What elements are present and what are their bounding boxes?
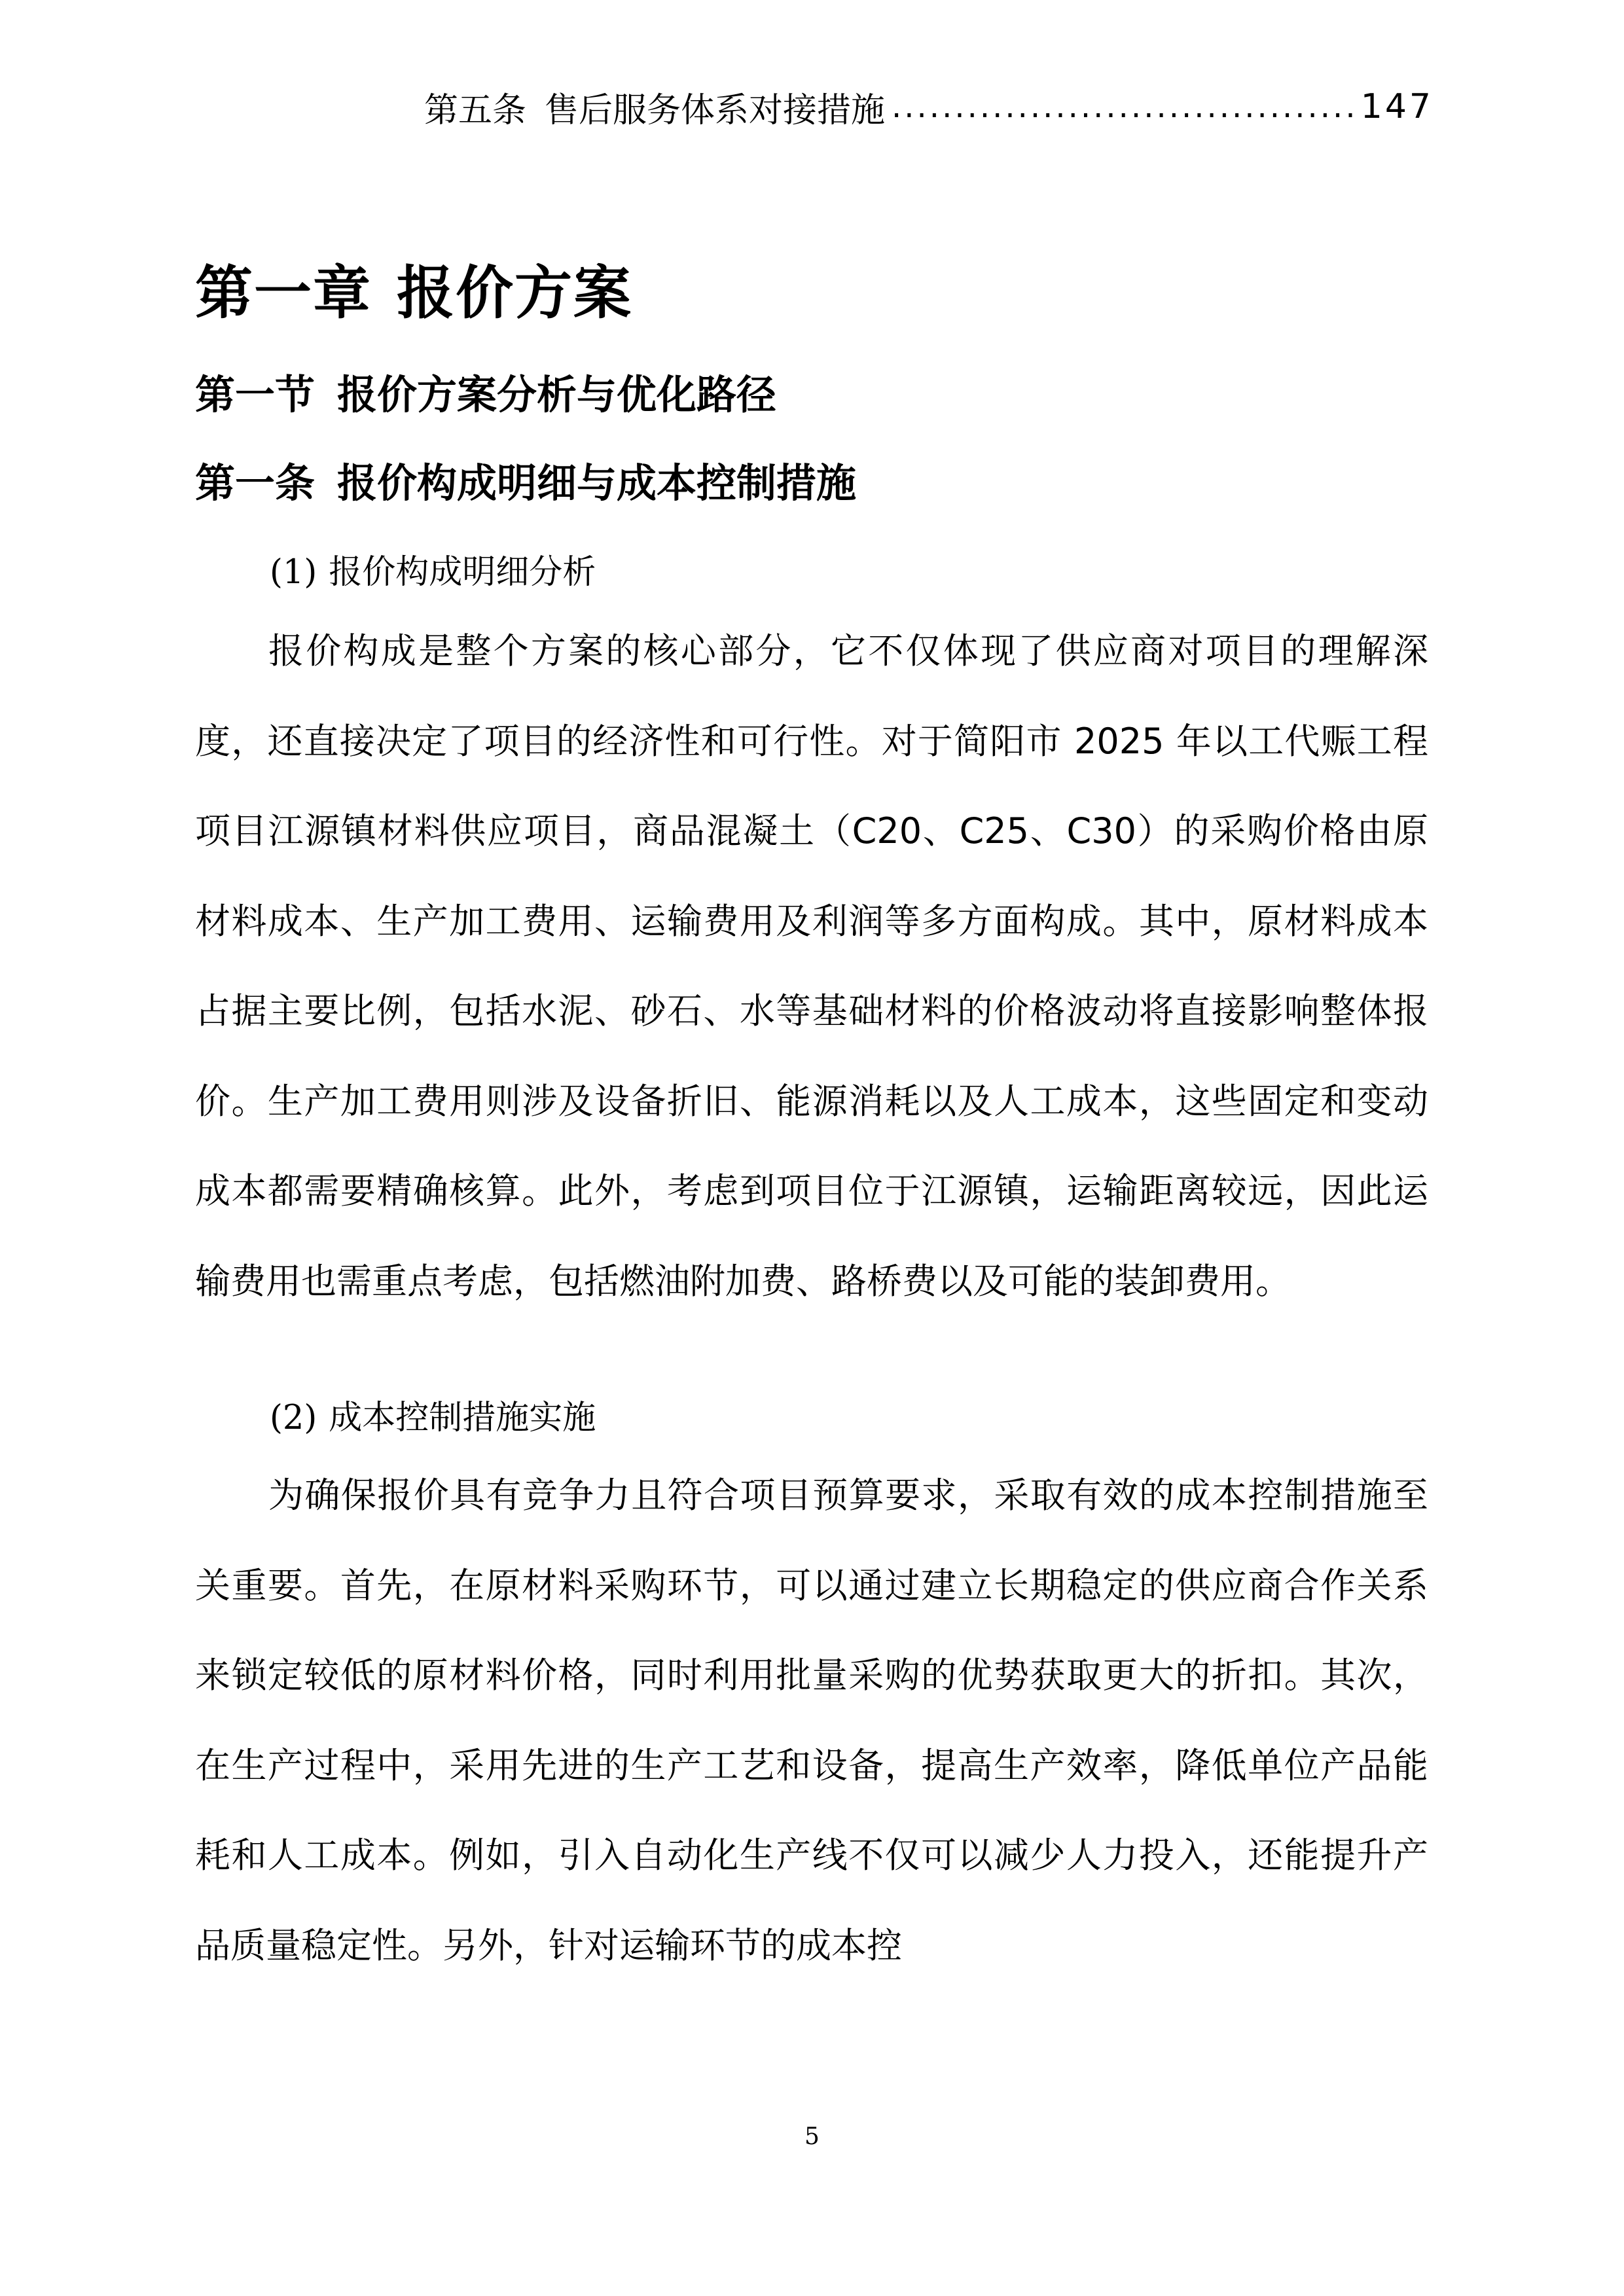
subsection-number: (2) — [270, 1399, 317, 1437]
toc-entry[interactable] — [424, 77, 1434, 136]
subsection-title: 成本控制措施实施 — [329, 1399, 596, 1437]
article-heading — [195, 452, 856, 509]
subsection-heading-2 — [270, 1390, 596, 1439]
subsection-number: (1) — [270, 553, 317, 592]
section-title: 报价方案分析与优化路径 — [337, 372, 777, 418]
toc-entry-label: 第五条 — [424, 90, 527, 130]
section-heading — [195, 363, 776, 420]
chapter-label: 第一章 — [195, 259, 372, 327]
chapter-heading — [195, 247, 632, 330]
toc-leader-dots — [892, 88, 1354, 125]
body-paragraph-2: 为确保报价具有竞争力且符合项目预算要求，采取有效的成本控制措施至关重要。首先，在原材料采购环节，可以通过建立长期稳定的供应商合作关系来锁定较低的原材料价格，同时利用批量采购的优势获取更大的折扣。其次，在生产过程中，采用先进的生产工艺和设备，提高生产效率，降低单位产品能耗和人工成本。例如，引入自动化生产线不仅可以减少人力投入，还能提升产品质量稳定性。另外，针对运输环节的成本控 — [195, 1475, 1428, 1966]
toc-entry-page-number: 147 — [1360, 87, 1434, 126]
article-title: 报价构成明细与成本控制措施 — [337, 460, 857, 507]
body-paragraph-1: 报价构成是整个方案的核心部分，它不仅体现了供应商对项目的理解深度，还直接决定了项目的经济性和可行性。对于简阳市 2025 年以工代赈工程项目江源镇材料供应项目，商品混凝土（C20、C25、C30）的采购价格由原材料成本、生产加工费用、运输费用及利润等多方面构成。其中，原材料成本占据主要比例，包括水泥、砂石、水等基础材料的价格波动将直接影响整体报价。生产加工费用则涉及设备折旧、能源消耗以及人工成本，这些固定和变动成本都需要精确核算。此外，考虑到项目位于江源镇，运输距离较远，因此运输费用也需重点考虑，包括燃油附加费、路桥费以及可能的装卸费用。 — [195, 630, 1428, 1302]
page-number: 5 — [804, 2123, 820, 2150]
article-label: 第一条 — [195, 460, 316, 507]
subsection-title: 报价构成明细分析 — [329, 553, 596, 592]
subsection-heading-1 — [270, 545, 596, 593]
section-label: 第一节 — [195, 372, 316, 418]
chapter-title: 报价方案 — [397, 259, 633, 327]
toc-entry-title: 售后服务体系对接措施 — [545, 90, 886, 130]
